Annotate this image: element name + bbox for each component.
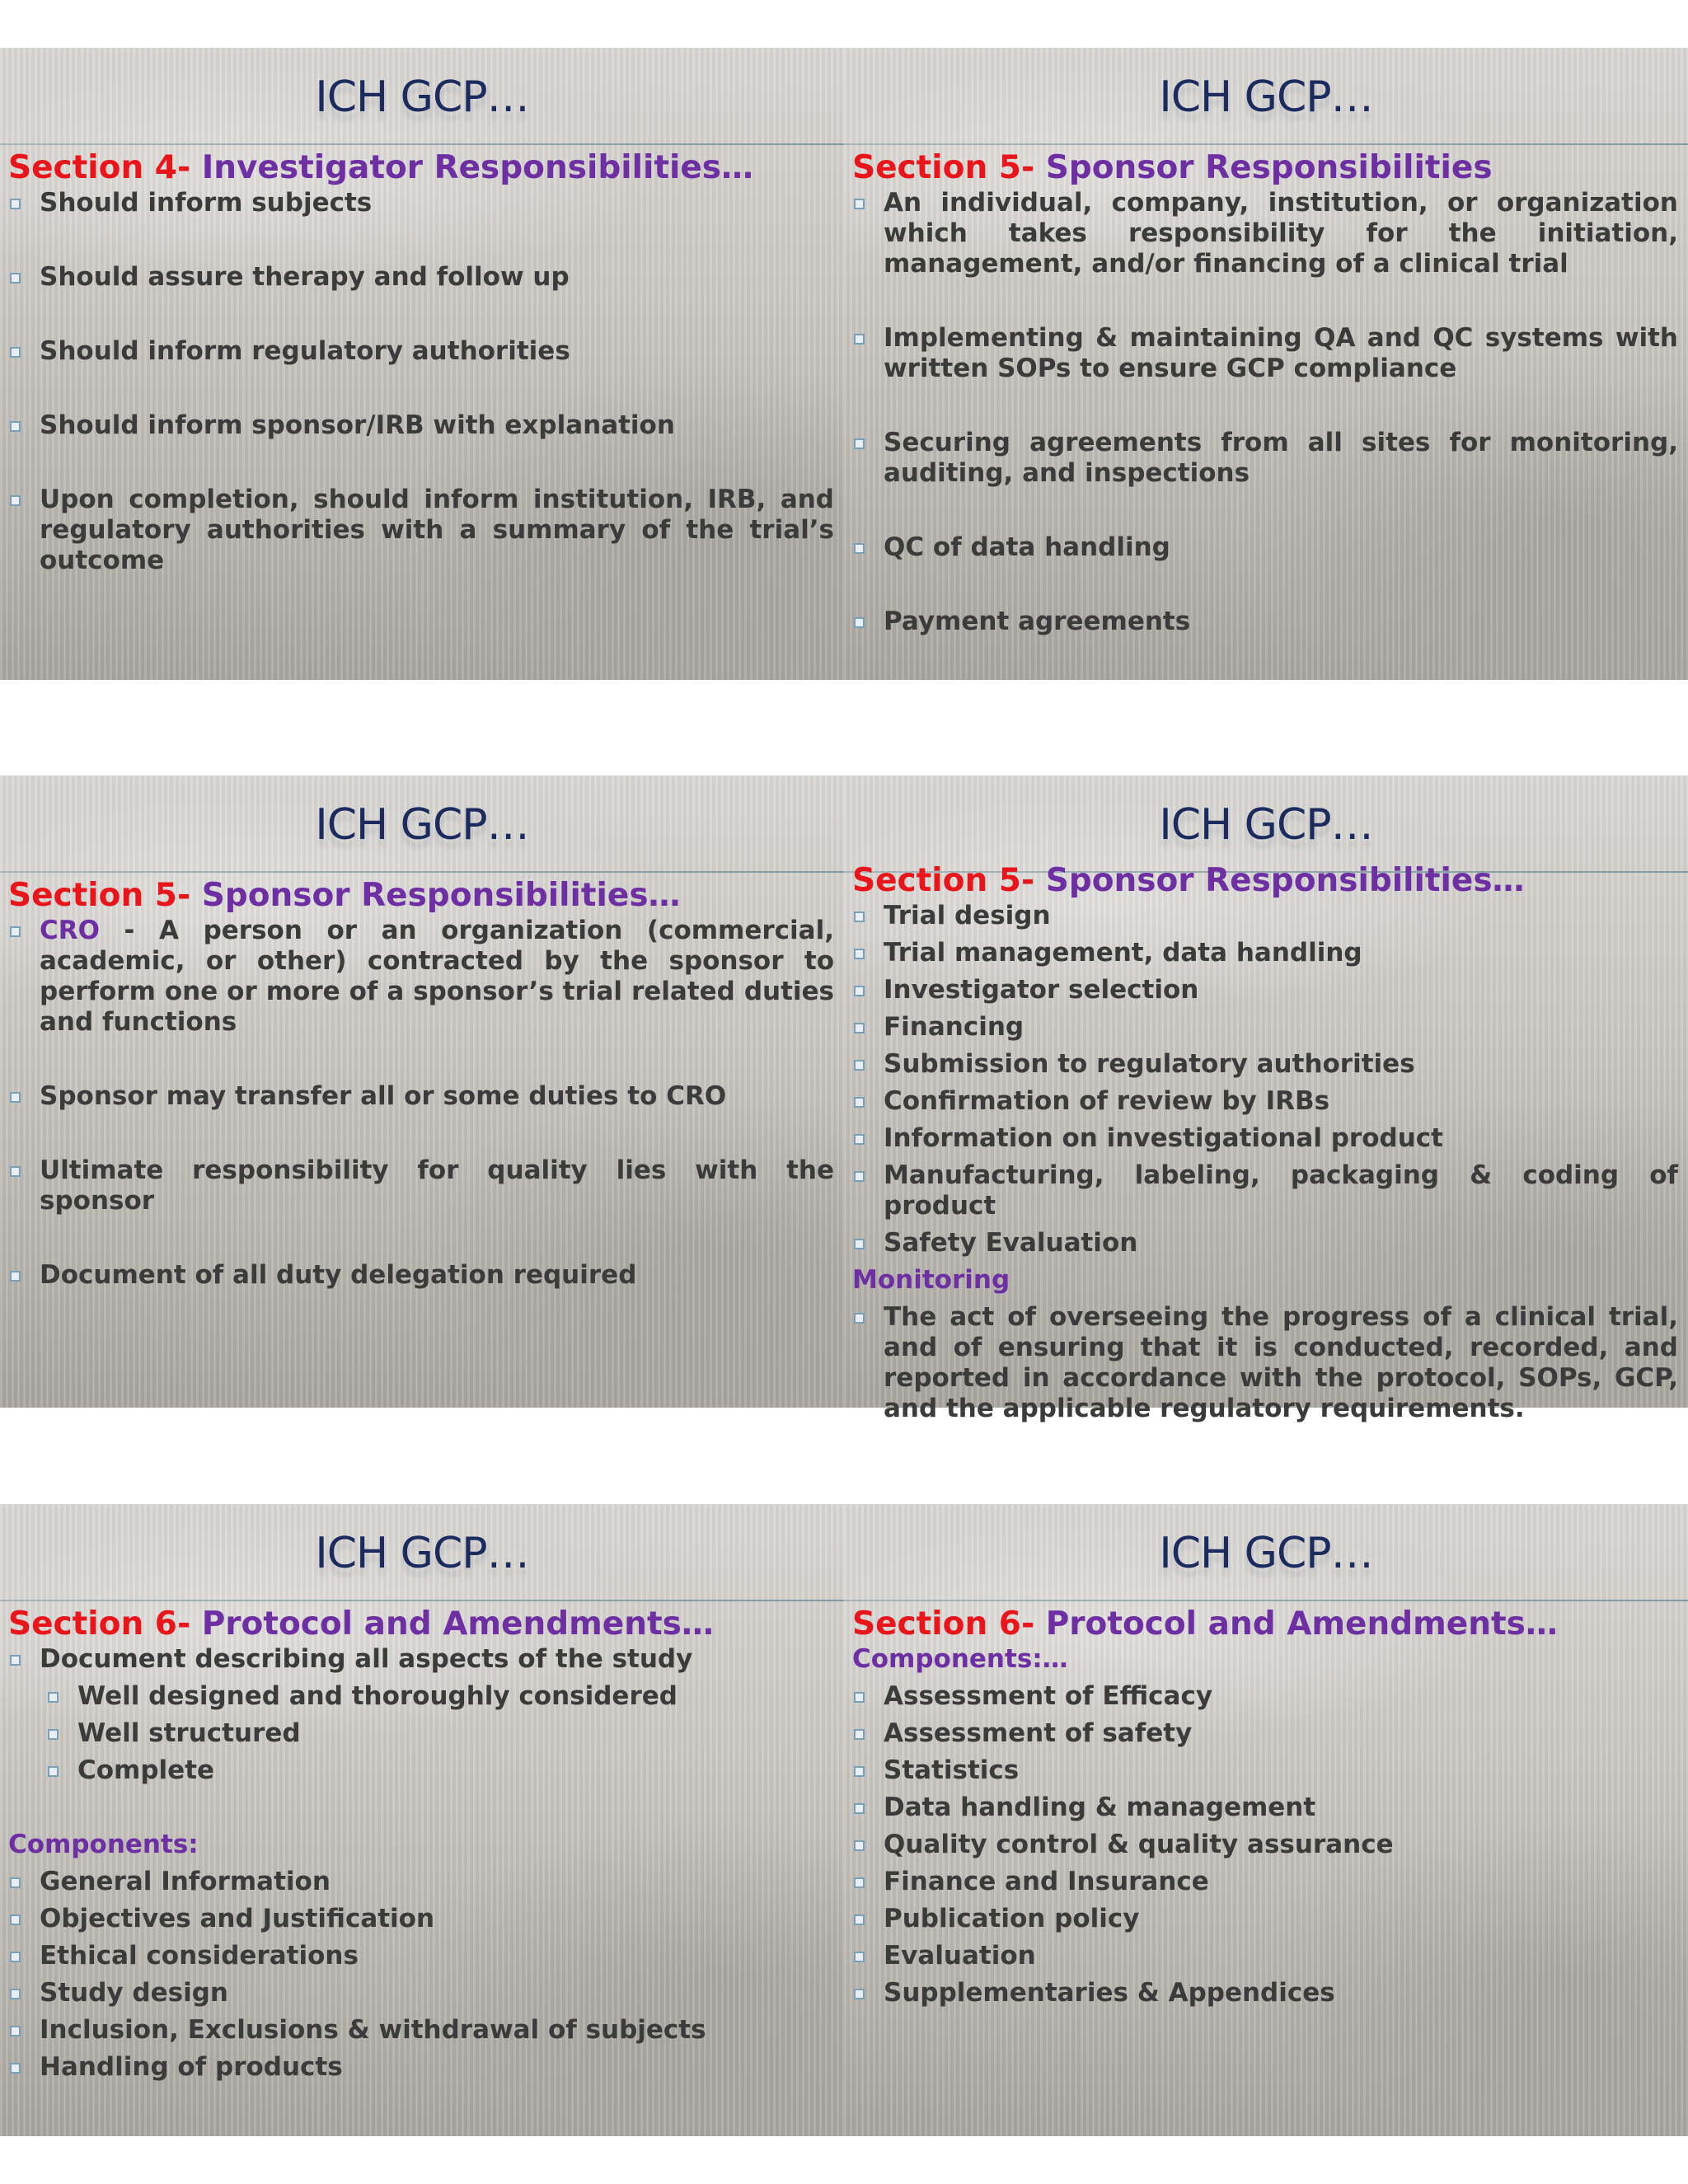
square-bullet-icon: [854, 949, 865, 959]
square-bullet-icon: [10, 347, 21, 358]
bullet-list: [852, 901, 1678, 1258]
bullet-text: Evaluation: [884, 1941, 1036, 1971]
components-list: [8, 1867, 834, 2083]
bullet-item: [8, 410, 834, 441]
bullet-list: [8, 1644, 834, 1786]
square-bullet-icon: [854, 1915, 865, 1925]
square-bullet-icon: [854, 1313, 865, 1324]
bullet-text: Document describing all aspects of the study: [40, 1644, 693, 1674]
square-bullet-icon: [854, 1239, 865, 1249]
bullet-item: [8, 485, 834, 576]
bullet-item: [8, 1978, 834, 2008]
square-bullet-icon: [10, 1166, 21, 1177]
square-bullet-icon: [854, 1729, 865, 1740]
slide-row-3: [0, 1504, 1688, 2136]
square-bullet-icon: [10, 273, 21, 284]
square-bullet-icon: [854, 1134, 865, 1145]
bullet-text: Objectives and Justification: [40, 1904, 435, 1933]
bullet-item: [852, 607, 1678, 637]
section-name: Protocol and Amendments…: [1045, 1605, 1558, 1643]
bullet-text: Quality control & quality assurance: [884, 1830, 1394, 1859]
bullet-item: [852, 1302, 1678, 1424]
section-number: Section 5-: [8, 877, 191, 914]
square-bullet-icon: [10, 926, 21, 937]
bullet-item: [852, 1012, 1678, 1043]
slide-row-2: [0, 776, 1688, 1423]
square-bullet-icon: [854, 199, 865, 209]
bullet-item: [852, 1793, 1678, 1823]
square-bullet-icon: [10, 1915, 21, 1925]
square-bullet-icon: [10, 1877, 21, 1888]
bullet-text: Submission to regulatory authorities: [884, 1049, 1415, 1079]
title-divider: [0, 143, 844, 145]
bullet-item: [8, 1260, 834, 1291]
section-number: Section 5-: [852, 149, 1035, 186]
section-number: Section 6-: [8, 1605, 191, 1643]
section-name: Protocol and Amendments…: [201, 1605, 714, 1643]
bullet-item: [852, 938, 1678, 968]
slide-section-5-sponsor: [844, 48, 1688, 680]
bullet-text: Should inform subjects: [40, 188, 373, 218]
section-number: Section 4-: [8, 149, 191, 186]
bullet-text: Should inform regulatory authorities: [40, 336, 570, 366]
bullet-text: An individual, company, institution, or organization which takes responsibility for the initiation, management, and/or financing of a clinical trial: [884, 188, 1678, 279]
square-bullet-icon: [10, 1989, 21, 1999]
bullet-text: Financing: [884, 1012, 1025, 1042]
slide-section-5-cro: [0, 776, 844, 1408]
slide-content: [852, 1605, 1678, 2008]
title-divider: [0, 1600, 844, 1601]
slide-row-1: [0, 48, 1688, 680]
section-heading: [8, 1605, 834, 1644]
square-bullet-icon: [854, 1877, 865, 1888]
bullet-text: Trial management, data handling: [884, 938, 1362, 968]
section-heading: [8, 148, 834, 188]
bullet-text: Finance and Insurance: [884, 1867, 1209, 1896]
bullet-text: Information on investigational product: [884, 1123, 1443, 1153]
bullet-item: [8, 1867, 834, 1897]
monitoring-label: Monitoring: [852, 1265, 1010, 1295]
bullet-item: [852, 1867, 1678, 1897]
square-bullet-icon: [854, 1840, 865, 1851]
monitoring-list: [852, 1302, 1678, 1424]
bullet-text: Well designed and thoroughly considered: [77, 1681, 678, 1711]
square-bullet-icon: [10, 495, 21, 506]
title-divider: [0, 871, 844, 873]
section-heading: [852, 148, 1678, 188]
bullet-text: Data handling & management: [884, 1793, 1316, 1822]
sub-bullet-item: [46, 1755, 834, 1786]
slide-title: ICH GCP…: [1159, 73, 1373, 122]
bullet-text: Study design: [40, 1978, 228, 2008]
components-label: Components:: [8, 1830, 199, 1859]
square-bullet-icon: [48, 1692, 59, 1703]
bullet-text: Ethical considerations: [40, 1941, 359, 1971]
square-bullet-icon: [10, 1655, 21, 1666]
bullet-text: Inclusion, Exclusions & withdrawal of subjects: [40, 2015, 706, 2045]
bullet-item: [8, 336, 834, 367]
bullet-text: Supplementaries & Appendices: [884, 1978, 1335, 2008]
bullet-text: Assessment of safety: [884, 1718, 1193, 1748]
square-bullet-icon: [854, 1766, 865, 1777]
square-bullet-icon: [10, 2026, 21, 2036]
section-number: Section 5-: [852, 862, 1035, 899]
bullet-text: Investigator selection: [884, 975, 1199, 1005]
section-heading: [852, 861, 1678, 901]
bullet-item: [8, 262, 834, 293]
bullet-text: Sponsor may transfer all or some duties to CRO: [40, 1081, 727, 1111]
bullet-item: [852, 901, 1678, 931]
bullet-text: The act of overseeing the progress of a clinical trial, and of ensuring that it is conducted, recorded, and reported in accordance with the protocol, SOPs, GCP, and the applicable regulatory requirements.: [884, 1302, 1678, 1423]
bullet-text: QC of data handling: [884, 532, 1170, 562]
slide-section-5-duties: [844, 776, 1688, 1423]
bullet-text: Assessment of Efficacy: [884, 1681, 1213, 1711]
bullet-text: Payment agreements: [884, 607, 1191, 636]
bullet-text: Statistics: [884, 1755, 1020, 1785]
section-heading: [852, 1605, 1678, 1644]
sub-bullet-item: [46, 1718, 834, 1749]
square-bullet-icon: [10, 421, 21, 432]
slide-section-6-components: [844, 1504, 1688, 2136]
bullet-item: [8, 1081, 834, 1112]
square-bullet-icon: [10, 2063, 21, 2074]
bullet-item: [852, 1718, 1678, 1749]
bullet-item: [852, 1160, 1678, 1221]
slide-title: ICH GCP…: [1159, 800, 1373, 850]
square-bullet-icon: [854, 1692, 865, 1703]
bullet-item: [8, 188, 834, 218]
bullet-text: Should inform sponsor/IRB with explanation: [40, 410, 675, 440]
slide-content: [852, 861, 1678, 1424]
section-name: Sponsor Responsibilities: [1045, 149, 1493, 186]
slide-section-6-protocol: [0, 1504, 844, 2136]
bullet-text: Safety Evaluation: [884, 1228, 1138, 1258]
bullet-text: General Information: [40, 1867, 331, 1896]
square-bullet-icon: [854, 617, 865, 628]
bullet-item: [8, 1941, 834, 1971]
bullet-text: Implementing & maintaining QA and QC systems with written SOPs to ensure GCP compliance: [884, 323, 1678, 383]
bullet-text: Handling of products: [40, 2052, 343, 2082]
bullet-list: [852, 188, 1678, 637]
slide-title: ICH GCP…: [315, 1529, 529, 1578]
bullet-item: [852, 975, 1678, 1005]
section-name: Sponsor Responsibilities…: [201, 877, 681, 914]
slide-content: [8, 1605, 834, 2083]
bullet-item: [852, 1086, 1678, 1117]
square-bullet-icon: [854, 986, 865, 996]
section-name: Sponsor Responsibilities…: [1045, 862, 1525, 899]
title-divider: [844, 143, 1688, 145]
slide-title: ICH GCP…: [315, 73, 529, 122]
bullet-text: Well structured: [77, 1718, 301, 1748]
square-bullet-icon: [854, 1171, 865, 1182]
bullet-text: Manufacturing, labeling, packaging & coding of product: [884, 1160, 1678, 1221]
slide-section-4: [0, 48, 844, 680]
bullet-item: [8, 2015, 834, 2046]
bullet-item: [852, 1681, 1678, 1712]
bullet-item: [8, 1155, 834, 1216]
bullet-item: [852, 1978, 1678, 2008]
title-divider: [844, 1600, 1688, 1601]
bullet-item: [8, 2052, 834, 2083]
bullet-item: [852, 1941, 1678, 1971]
sub-bullet-item: [46, 1681, 834, 1712]
square-bullet-icon: [854, 1097, 865, 1108]
square-bullet-icon: [854, 1952, 865, 1962]
bullet-item: [8, 916, 834, 1038]
bullet-list: [8, 188, 834, 576]
bullet-text: Publication policy: [884, 1904, 1140, 1933]
square-bullet-icon: [854, 1803, 865, 1814]
bullet-text: Upon completion, should inform institution, IRB, and regulatory authorities with a summary of the trial’s outcome: [40, 485, 834, 575]
bullet-item: [8, 1644, 834, 1675]
square-bullet-icon: [10, 1271, 21, 1282]
square-bullet-icon: [854, 1060, 865, 1071]
square-bullet-icon: [48, 1729, 59, 1740]
bullet-text: Confirmation of review by IRBs: [884, 1086, 1330, 1116]
bullet-item: [852, 1755, 1678, 1786]
section-number: Section 6-: [852, 1605, 1035, 1643]
components-list: [852, 1681, 1678, 2008]
bullet-text: Trial design: [884, 901, 1051, 930]
square-bullet-icon: [854, 912, 865, 922]
square-bullet-icon: [854, 543, 865, 554]
square-bullet-icon: [854, 438, 865, 449]
bullet-item: [852, 188, 1678, 279]
square-bullet-icon: [854, 334, 865, 344]
bullet-text: Should assure therapy and follow up: [40, 262, 570, 292]
section-heading: [8, 876, 834, 916]
slide-content: [8, 148, 834, 576]
bullet-item: [852, 532, 1678, 563]
slide-content: [8, 876, 834, 1291]
square-bullet-icon: [854, 1989, 865, 1999]
square-bullet-icon: [10, 1092, 21, 1103]
bullet-text: - A person or an organization (commercial, academic, or other) contracted by the sponsor to perform one or more of a sponsor’s trial related duties and functions: [40, 916, 834, 1037]
section-name: Investigator Responsibilities…: [201, 149, 754, 186]
bullet-item: [852, 1830, 1678, 1860]
bullet-item: [852, 428, 1678, 489]
square-bullet-icon: [48, 1766, 59, 1777]
square-bullet-icon: [10, 199, 21, 209]
bullet-item: [852, 1049, 1678, 1080]
cro-label: CRO: [40, 916, 100, 945]
bullet-item: [852, 323, 1678, 384]
slide-title: ICH GCP…: [1159, 1529, 1373, 1578]
bullet-item: [852, 1123, 1678, 1154]
bullet-list: [8, 916, 834, 1291]
bullet-item: [852, 1228, 1678, 1258]
components-label: Components:…: [852, 1644, 1068, 1674]
slide-content: [852, 148, 1678, 637]
bullet-item: [8, 1904, 834, 1934]
bullet-item: [852, 1904, 1678, 1934]
slide-title: ICH GCP…: [315, 800, 529, 850]
square-bullet-icon: [854, 1023, 865, 1033]
bullet-text: Securing agreements from all sites for monitoring, auditing, and inspections: [884, 428, 1678, 488]
bullet-text: Document of all duty delegation required: [40, 1260, 637, 1290]
bullet-text: Ultimate responsibility for quality lies with the sponsor: [40, 1155, 834, 1216]
square-bullet-icon: [10, 1952, 21, 1962]
bullet-text: Complete: [77, 1755, 215, 1785]
